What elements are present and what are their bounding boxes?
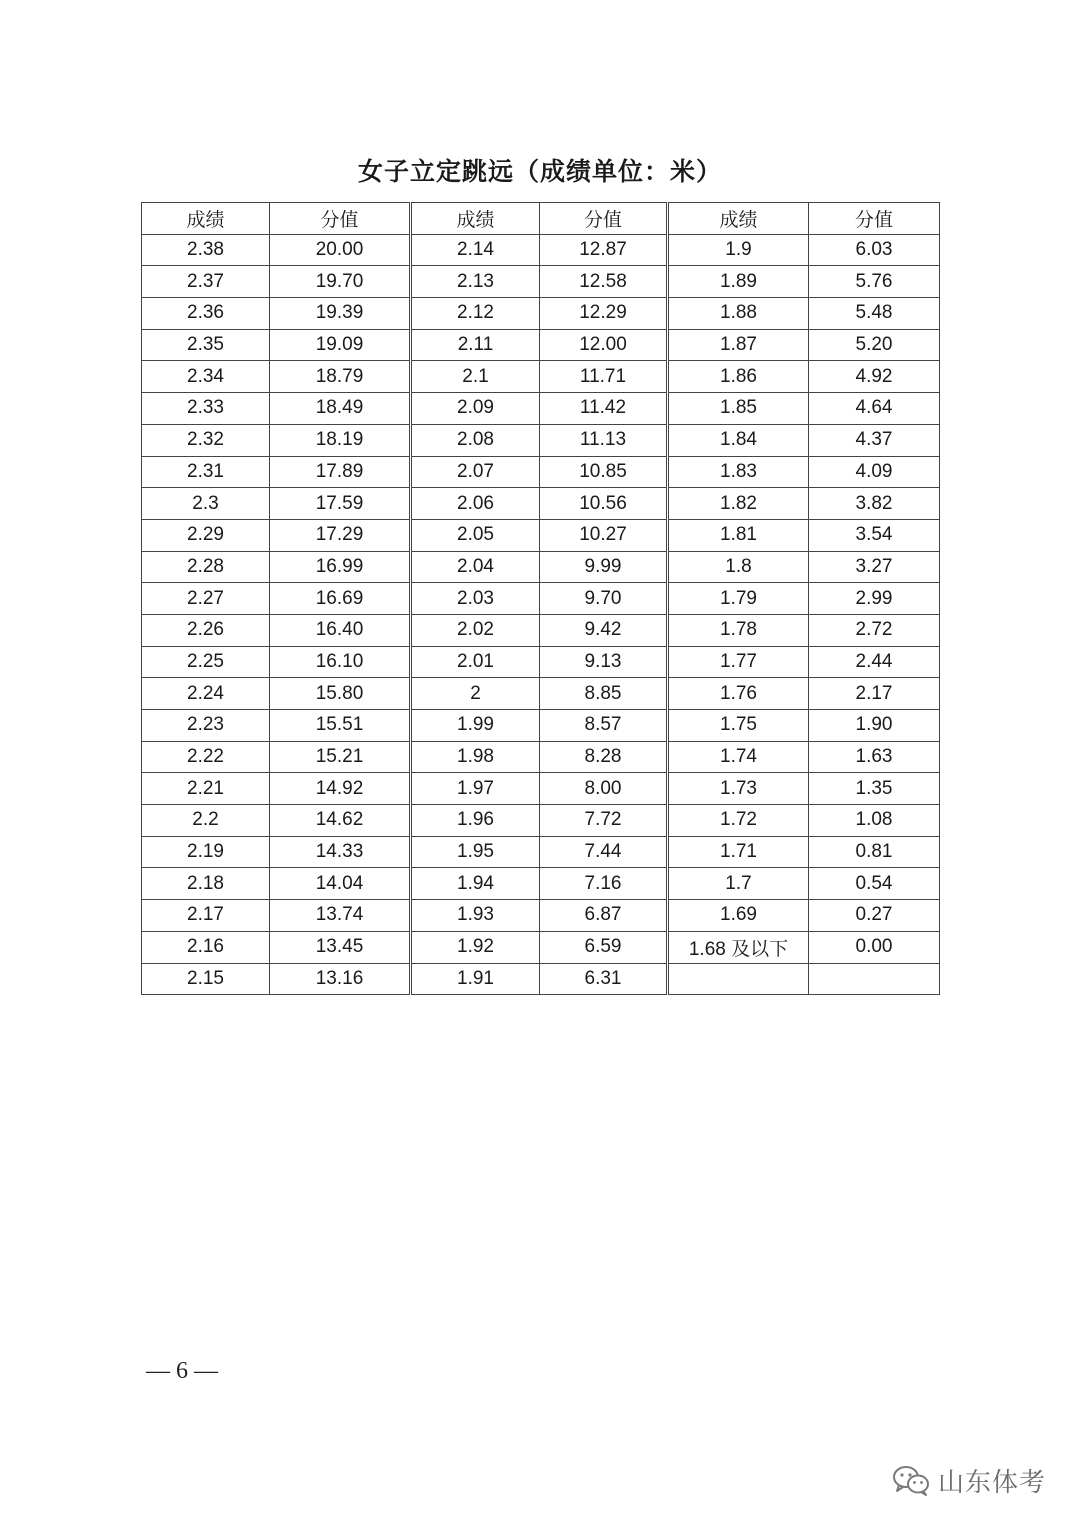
points-cell: 1.63 <box>809 741 940 773</box>
column-header-points: 分值 <box>809 203 940 235</box>
points-cell: 12.00 <box>540 329 668 361</box>
score-cell: 1.68 及以下 <box>668 931 809 963</box>
column-header-points: 分值 <box>540 203 668 235</box>
points-cell: 7.72 <box>540 805 668 837</box>
score-cell: 1.69 <box>668 900 809 932</box>
score-cell: 2.13 <box>411 266 540 298</box>
score-cell: 1.85 <box>668 393 809 425</box>
watermark <box>892 1460 1046 1500</box>
table-row <box>142 488 940 520</box>
points-cell: 18.19 <box>270 424 411 456</box>
table-header-row <box>142 203 940 235</box>
score-cell: 2.16 <box>142 931 270 963</box>
score-cell: 2.3 <box>142 488 270 520</box>
score-cell: 1.8 <box>668 551 809 583</box>
score-cell: 1.73 <box>668 773 809 805</box>
table-row <box>142 393 940 425</box>
points-cell: 11.13 <box>540 424 668 456</box>
score-cell: 2.12 <box>411 298 540 330</box>
score-cell: 2.34 <box>142 361 270 393</box>
table-row <box>142 298 940 330</box>
score-cell: 2.25 <box>142 646 270 678</box>
points-cell: 16.69 <box>270 583 411 615</box>
score-cell: 2.37 <box>142 266 270 298</box>
points-cell: 17.29 <box>270 519 411 551</box>
points-cell: 6.03 <box>809 234 940 266</box>
score-cell: 2.02 <box>411 614 540 646</box>
table-row <box>142 551 940 583</box>
column-header-score: 成绩 <box>668 203 809 235</box>
score-cell: 1.7 <box>668 868 809 900</box>
table-row <box>142 741 940 773</box>
points-cell: 16.10 <box>270 646 411 678</box>
score-cell: 1.98 <box>411 741 540 773</box>
table-row <box>142 931 940 963</box>
points-cell: 8.00 <box>540 773 668 805</box>
points-cell: 0.54 <box>809 868 940 900</box>
points-cell: 3.82 <box>809 488 940 520</box>
score-cell <box>668 963 809 995</box>
points-cell: 14.62 <box>270 805 411 837</box>
score-cell: 2.31 <box>142 456 270 488</box>
points-cell: 19.39 <box>270 298 411 330</box>
table-row <box>142 361 940 393</box>
points-cell: 2.72 <box>809 614 940 646</box>
table-row <box>142 583 940 615</box>
score-cell: 2.2 <box>142 805 270 837</box>
table-row <box>142 456 940 488</box>
points-cell: 8.57 <box>540 710 668 742</box>
points-cell: 4.09 <box>809 456 940 488</box>
points-cell: 9.42 <box>540 614 668 646</box>
points-cell: 9.13 <box>540 646 668 678</box>
score-cell: 2.32 <box>142 424 270 456</box>
points-cell: 16.99 <box>270 551 411 583</box>
score-cell: 2.08 <box>411 424 540 456</box>
table-row <box>142 519 940 551</box>
points-cell <box>809 963 940 995</box>
table-row <box>142 900 940 932</box>
points-cell: 8.85 <box>540 678 668 710</box>
score-cell: 2.18 <box>142 868 270 900</box>
score-table <box>141 202 940 995</box>
score-cell: 1.74 <box>668 741 809 773</box>
points-cell: 1.08 <box>809 805 940 837</box>
watermark-text: 山东体考 <box>938 1467 1047 1498</box>
points-cell: 11.42 <box>540 393 668 425</box>
score-cell: 1.77 <box>668 646 809 678</box>
score-cell: 2.19 <box>142 836 270 868</box>
score-cell: 1.82 <box>668 488 809 520</box>
score-cell: 1.91 <box>411 963 540 995</box>
score-cell: 2.35 <box>142 329 270 361</box>
points-cell: 1.90 <box>809 710 940 742</box>
table-row <box>142 424 940 456</box>
points-cell: 16.40 <box>270 614 411 646</box>
table-row <box>142 646 940 678</box>
points-cell: 5.20 <box>809 329 940 361</box>
table-body <box>142 234 940 995</box>
points-cell: 18.49 <box>270 393 411 425</box>
score-cell: 1.97 <box>411 773 540 805</box>
points-cell: 6.59 <box>540 931 668 963</box>
score-cell: 2.17 <box>142 900 270 932</box>
table-row <box>142 234 940 266</box>
points-cell: 15.51 <box>270 710 411 742</box>
column-header-score: 成绩 <box>411 203 540 235</box>
points-cell: 2.99 <box>809 583 940 615</box>
score-cell: 1.95 <box>411 836 540 868</box>
points-cell: 19.70 <box>270 266 411 298</box>
score-cell: 1.9 <box>668 234 809 266</box>
points-cell: 4.37 <box>809 424 940 456</box>
score-cell: 1.92 <box>411 931 540 963</box>
points-cell: 6.87 <box>540 900 668 932</box>
points-cell: 10.27 <box>540 519 668 551</box>
score-cell: 2 <box>411 678 540 710</box>
score-cell: 1.89 <box>668 266 809 298</box>
score-cell: 1.88 <box>668 298 809 330</box>
score-cell: 1.93 <box>411 900 540 932</box>
table-row <box>142 266 940 298</box>
page-number: — 6 — <box>146 1358 218 1384</box>
score-cell: 2.24 <box>142 678 270 710</box>
column-header-points: 分值 <box>270 203 411 235</box>
points-cell: 15.80 <box>270 678 411 710</box>
points-cell: 12.87 <box>540 234 668 266</box>
page-title: 女子立定跳远（成绩单位：米） <box>357 157 722 186</box>
score-cell: 2.29 <box>142 519 270 551</box>
score-cell: 2.33 <box>142 393 270 425</box>
score-cell: 2.01 <box>411 646 540 678</box>
points-cell: 3.27 <box>809 551 940 583</box>
points-cell: 20.00 <box>270 234 411 266</box>
score-cell: 1.81 <box>668 519 809 551</box>
points-cell: 14.92 <box>270 773 411 805</box>
points-cell: 0.81 <box>809 836 940 868</box>
points-cell: 13.16 <box>270 963 411 995</box>
points-cell: 7.16 <box>540 868 668 900</box>
score-cell: 2.11 <box>411 329 540 361</box>
table-row <box>142 614 940 646</box>
points-cell: 0.27 <box>809 900 940 932</box>
points-cell: 10.56 <box>540 488 668 520</box>
table-row <box>142 963 940 995</box>
points-cell: 5.48 <box>809 298 940 330</box>
points-cell: 11.71 <box>540 361 668 393</box>
column-header-score: 成绩 <box>142 203 270 235</box>
points-cell: 6.31 <box>540 963 668 995</box>
points-cell: 17.59 <box>270 488 411 520</box>
points-cell: 10.85 <box>540 456 668 488</box>
score-cell: 1.84 <box>668 424 809 456</box>
score-cell: 2.06 <box>411 488 540 520</box>
score-cell: 1.83 <box>668 456 809 488</box>
table-row <box>142 329 940 361</box>
score-cell: 2.1 <box>411 361 540 393</box>
points-cell: 18.79 <box>270 361 411 393</box>
score-cell: 2.26 <box>142 614 270 646</box>
score-cell: 1.86 <box>668 361 809 393</box>
score-cell: 2.05 <box>411 519 540 551</box>
score-cell: 2.38 <box>142 234 270 266</box>
score-cell: 2.21 <box>142 773 270 805</box>
score-cell: 1.79 <box>668 583 809 615</box>
score-cell: 2.23 <box>142 710 270 742</box>
score-cell: 2.36 <box>142 298 270 330</box>
points-cell: 19.09 <box>270 329 411 361</box>
score-cell: 2.22 <box>142 741 270 773</box>
score-cell: 1.78 <box>668 614 809 646</box>
score-cell: 1.76 <box>668 678 809 710</box>
points-cell: 4.92 <box>809 361 940 393</box>
score-cell: 1.87 <box>668 329 809 361</box>
points-cell: 14.04 <box>270 868 411 900</box>
table-row <box>142 836 940 868</box>
score-cell: 1.75 <box>668 710 809 742</box>
table-row <box>142 805 940 837</box>
score-cell: 2.07 <box>411 456 540 488</box>
score-cell: 2.15 <box>142 963 270 995</box>
points-cell: 1.35 <box>809 773 940 805</box>
points-cell: 4.64 <box>809 393 940 425</box>
score-cell: 1.94 <box>411 868 540 900</box>
wechat-icon <box>892 1464 930 1496</box>
points-cell: 14.33 <box>270 836 411 868</box>
score-cell: 2.14 <box>411 234 540 266</box>
points-cell: 12.29 <box>540 298 668 330</box>
points-cell: 9.70 <box>540 583 668 615</box>
score-cell: 2.27 <box>142 583 270 615</box>
score-cell: 2.28 <box>142 551 270 583</box>
score-cell: 1.96 <box>411 805 540 837</box>
points-cell: 13.74 <box>270 900 411 932</box>
table-row <box>142 678 940 710</box>
points-cell: 2.44 <box>809 646 940 678</box>
score-cell: 1.72 <box>668 805 809 837</box>
points-cell: 0.00 <box>809 931 940 963</box>
points-cell: 7.44 <box>540 836 668 868</box>
score-cell: 1.71 <box>668 836 809 868</box>
points-cell: 17.89 <box>270 456 411 488</box>
points-cell: 8.28 <box>540 741 668 773</box>
points-cell: 5.76 <box>809 266 940 298</box>
points-cell: 15.21 <box>270 741 411 773</box>
score-cell: 1.99 <box>411 710 540 742</box>
score-cell: 2.03 <box>411 583 540 615</box>
points-cell: 12.58 <box>540 266 668 298</box>
table-row <box>142 868 940 900</box>
points-cell: 9.99 <box>540 551 668 583</box>
points-cell: 2.17 <box>809 678 940 710</box>
score-cell: 2.04 <box>411 551 540 583</box>
score-cell: 2.09 <box>411 393 540 425</box>
table-row <box>142 773 940 805</box>
table-row <box>142 710 940 742</box>
points-cell: 13.45 <box>270 931 411 963</box>
points-cell: 3.54 <box>809 519 940 551</box>
